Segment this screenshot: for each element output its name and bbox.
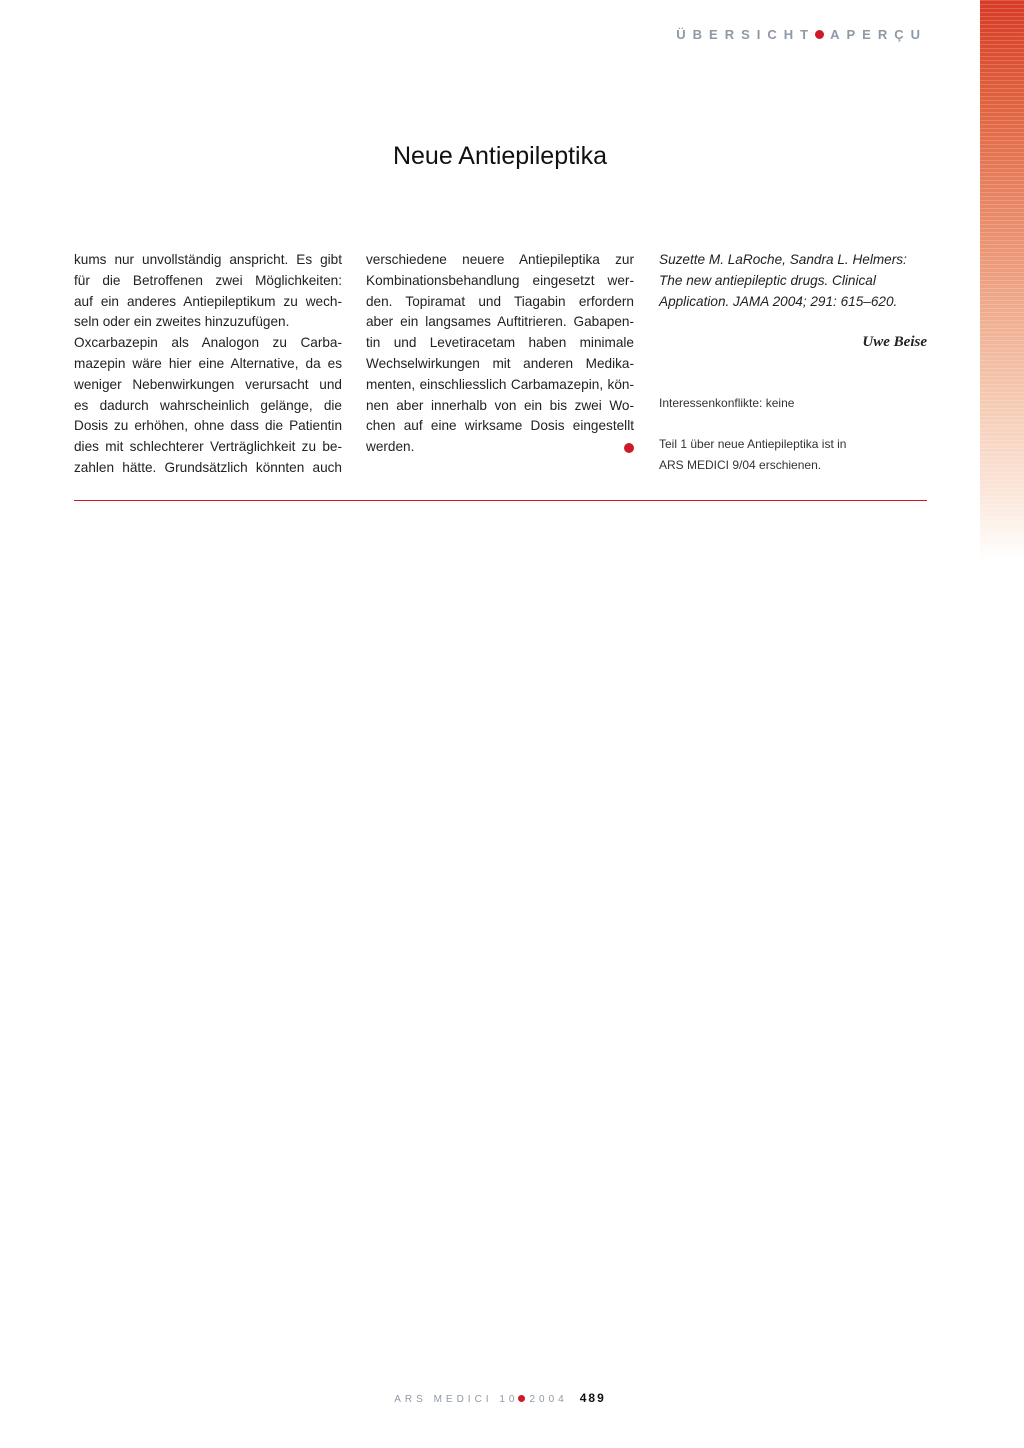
series-note-line: Teil 1 über neue Antiepileptika ist in: [659, 436, 847, 451]
divider-rule: [74, 500, 927, 501]
decorative-side-strip: [980, 0, 1024, 560]
text-line: kums nur unvollständig anspricht. Es gibt: [74, 252, 342, 267]
reference-line: Application. JAMA 2004; 291: 615–620.: [659, 293, 898, 309]
journal-name: ARS MEDICI 10: [394, 1394, 519, 1405]
article-title: Neue Antiepileptika: [392, 142, 608, 170]
text-column-2: [366, 250, 634, 458]
section-label-fr: APERÇU: [830, 27, 927, 42]
text-line: weniger Nebenwirkungen verursacht und: [74, 376, 342, 392]
section-header: [676, 27, 927, 42]
page-footer: [0, 1391, 1000, 1405]
page-number: 489: [579, 1391, 606, 1405]
text-line: aber ein langsames Auftitrieren. Gabapen-: [366, 314, 634, 330]
section-label-de: ÜBERSICHT: [676, 27, 816, 42]
text-line: den. Topiramat und Tiagabin erfordern: [366, 293, 634, 309]
footer-dot-icon: [518, 1395, 525, 1402]
text-line: mazepin wäre hier eine Alternative, da es: [74, 355, 342, 371]
text-line: verschiedene neuere Antiepileptika zur: [366, 252, 634, 267]
author-signature: Uwe Beise: [862, 334, 927, 351]
text-line: Kombinationsbehandlung eingesetzt wer-: [366, 272, 634, 288]
text-line: Dosis zu erhöhen, ohne dass die Patientin: [74, 418, 342, 434]
reference-line: The new antiepileptic drugs. Clinical: [659, 272, 876, 288]
journal-year: 2004: [529, 1394, 568, 1405]
bullet-dot-icon: [815, 30, 824, 39]
conflict-note: Interessenkonflikte: keine: [659, 396, 795, 411]
text-line: menten, einschliesslich Carbamazepin, kön-: [366, 376, 634, 392]
text-line: auf ein anderes Antiepileptikum zu wech-: [74, 293, 342, 309]
text-line: Oxcarbazepin als Analogon zu Carba-: [74, 335, 342, 351]
text-line: Wechselwirkungen mit anderen Medika-: [366, 355, 634, 371]
sidebar-column: [659, 250, 927, 476]
text-line: für die Betroffenen zwei Möglichkeiten:: [74, 272, 342, 288]
text-line: tin und Levetiracetam haben minimale: [366, 335, 634, 351]
series-note-line: ARS MEDICI 9/04 erschienen.: [659, 457, 822, 472]
text-line: chen auf eine wirksame Dosis eingestellt: [366, 418, 634, 434]
text-line: nen aber innerhalb von ein bis zwei Wo-: [366, 397, 634, 413]
text-line: seln oder ein zweites hinzuzufügen.: [74, 314, 290, 330]
text-line: zahlen hätte. Grundsätzlich könnten auch: [74, 459, 342, 475]
series-note: [659, 434, 927, 476]
text-line: dies mit schlechterer Verträglichkeit zu be-: [74, 439, 342, 455]
text-line: werden.: [366, 439, 415, 455]
text-line: es dadurch wahrscheinlich gelänge, die: [74, 397, 342, 413]
reference-citation: [659, 250, 927, 312]
text-column-1: [74, 250, 342, 479]
text-line-final: [366, 437, 634, 458]
reference-line: Suzette M. LaRoche, Sandra L. Helmers:: [659, 252, 907, 267]
end-mark-dot-icon: [624, 443, 634, 453]
